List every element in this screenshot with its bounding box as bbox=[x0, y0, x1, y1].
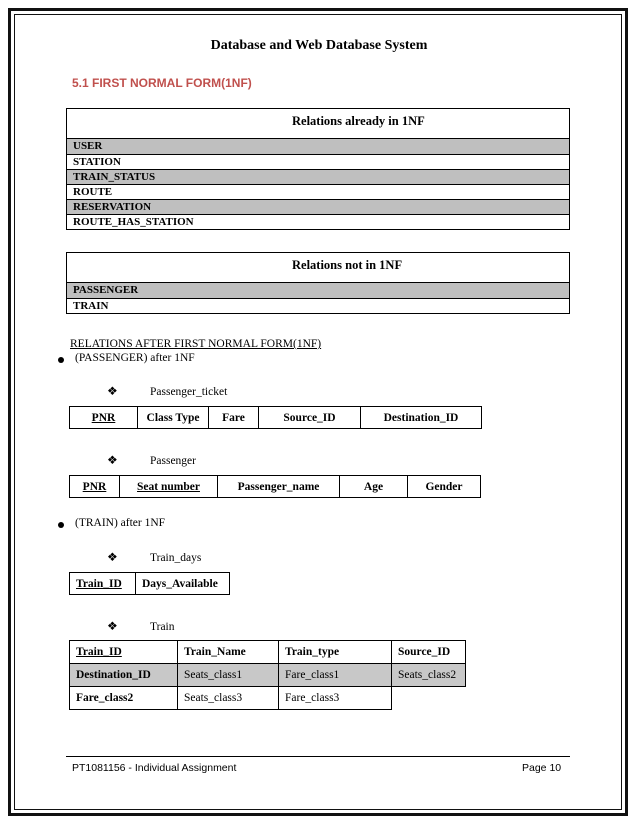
table-row bbox=[70, 573, 230, 595]
passenger-ticket-label: Passenger_ticket bbox=[150, 386, 228, 398]
table-row bbox=[70, 641, 466, 664]
bullet-icon bbox=[58, 357, 64, 363]
table-row bbox=[70, 664, 466, 687]
table-cell: Seats_class2 bbox=[392, 664, 466, 687]
table-cell: Seats_class1 bbox=[178, 664, 279, 687]
passenger-ticket-table bbox=[69, 406, 482, 429]
table-cell: Train_ID bbox=[70, 573, 136, 595]
section-title: 5.1 FIRST NORMAL FORM(1NF) bbox=[72, 76, 252, 90]
diamond-bullet-icon: ❖ bbox=[107, 384, 118, 398]
table-cell-empty bbox=[392, 687, 466, 710]
table-row bbox=[70, 407, 482, 429]
table-row bbox=[70, 687, 466, 710]
table-cell: Train_Name bbox=[178, 641, 279, 664]
document-header-title: Database and Web Database System bbox=[210, 38, 428, 53]
train-days-table bbox=[69, 572, 230, 595]
diamond-bullet-icon: ❖ bbox=[107, 550, 118, 564]
relation-row: TRAIN_STATUS bbox=[67, 169, 569, 184]
not-1nf-box bbox=[66, 252, 570, 314]
table-cell: Fare_class1 bbox=[279, 664, 392, 687]
train-days-label: Train_days bbox=[150, 552, 202, 564]
train-table bbox=[69, 640, 466, 710]
passenger-label: Passenger bbox=[150, 455, 196, 467]
table-cell: Source_ID bbox=[392, 641, 466, 664]
relation-row: TRAIN bbox=[67, 298, 569, 313]
table-cell: Fare bbox=[209, 407, 259, 429]
passenger-table bbox=[69, 475, 481, 498]
table-cell: Destination_ID bbox=[361, 407, 482, 429]
already-1nf-box bbox=[66, 108, 570, 230]
table-row bbox=[70, 476, 481, 498]
table-cell: Train_ID bbox=[70, 641, 178, 664]
relation-row: USER bbox=[67, 139, 569, 154]
table-cell: Age bbox=[340, 476, 408, 498]
table-cell: Days_Available bbox=[136, 573, 230, 595]
not-1nf-heading: Relations not in 1NF bbox=[67, 253, 569, 283]
table-cell: Seat number bbox=[120, 476, 218, 498]
relation-row: ROUTE bbox=[67, 184, 569, 199]
table-cell: Class Type bbox=[138, 407, 209, 429]
after-1nf-heading: RELATIONS AFTER FIRST NORMAL FORM(1NF) bbox=[70, 338, 322, 350]
bullet-icon bbox=[58, 522, 64, 528]
table-cell: PNR bbox=[70, 407, 138, 429]
table-cell: Source_ID bbox=[259, 407, 361, 429]
diamond-bullet-icon: ❖ bbox=[107, 619, 118, 633]
train-label: Train bbox=[150, 621, 175, 633]
footer-left-text: PT1081156 - Individual Assignment bbox=[72, 762, 237, 774]
table-cell: Destination_ID bbox=[70, 664, 178, 687]
relation-row: STATION bbox=[67, 154, 569, 169]
diamond-bullet-icon: ❖ bbox=[107, 453, 118, 467]
passenger-group-label: (PASSENGER) after 1NF bbox=[75, 352, 195, 364]
table-cell: Seats_class3 bbox=[178, 687, 279, 710]
footer-divider bbox=[66, 756, 570, 757]
table-cell: Gender bbox=[408, 476, 481, 498]
relation-row: ROUTE_HAS_STATION bbox=[67, 214, 569, 229]
table-cell: Fare_class3 bbox=[279, 687, 392, 710]
table-cell: PNR bbox=[70, 476, 120, 498]
table-cell: Fare_class2 bbox=[70, 687, 178, 710]
already-1nf-heading: Relations already in 1NF bbox=[67, 109, 569, 139]
train-group-label: (TRAIN) after 1NF bbox=[75, 517, 166, 529]
relation-row: RESERVATION bbox=[67, 199, 569, 214]
relation-row: PASSENGER bbox=[67, 283, 569, 298]
table-cell: Train_type bbox=[279, 641, 392, 664]
footer-page-number: Page 10 bbox=[522, 762, 562, 774]
table-cell: Passenger_name bbox=[218, 476, 340, 498]
